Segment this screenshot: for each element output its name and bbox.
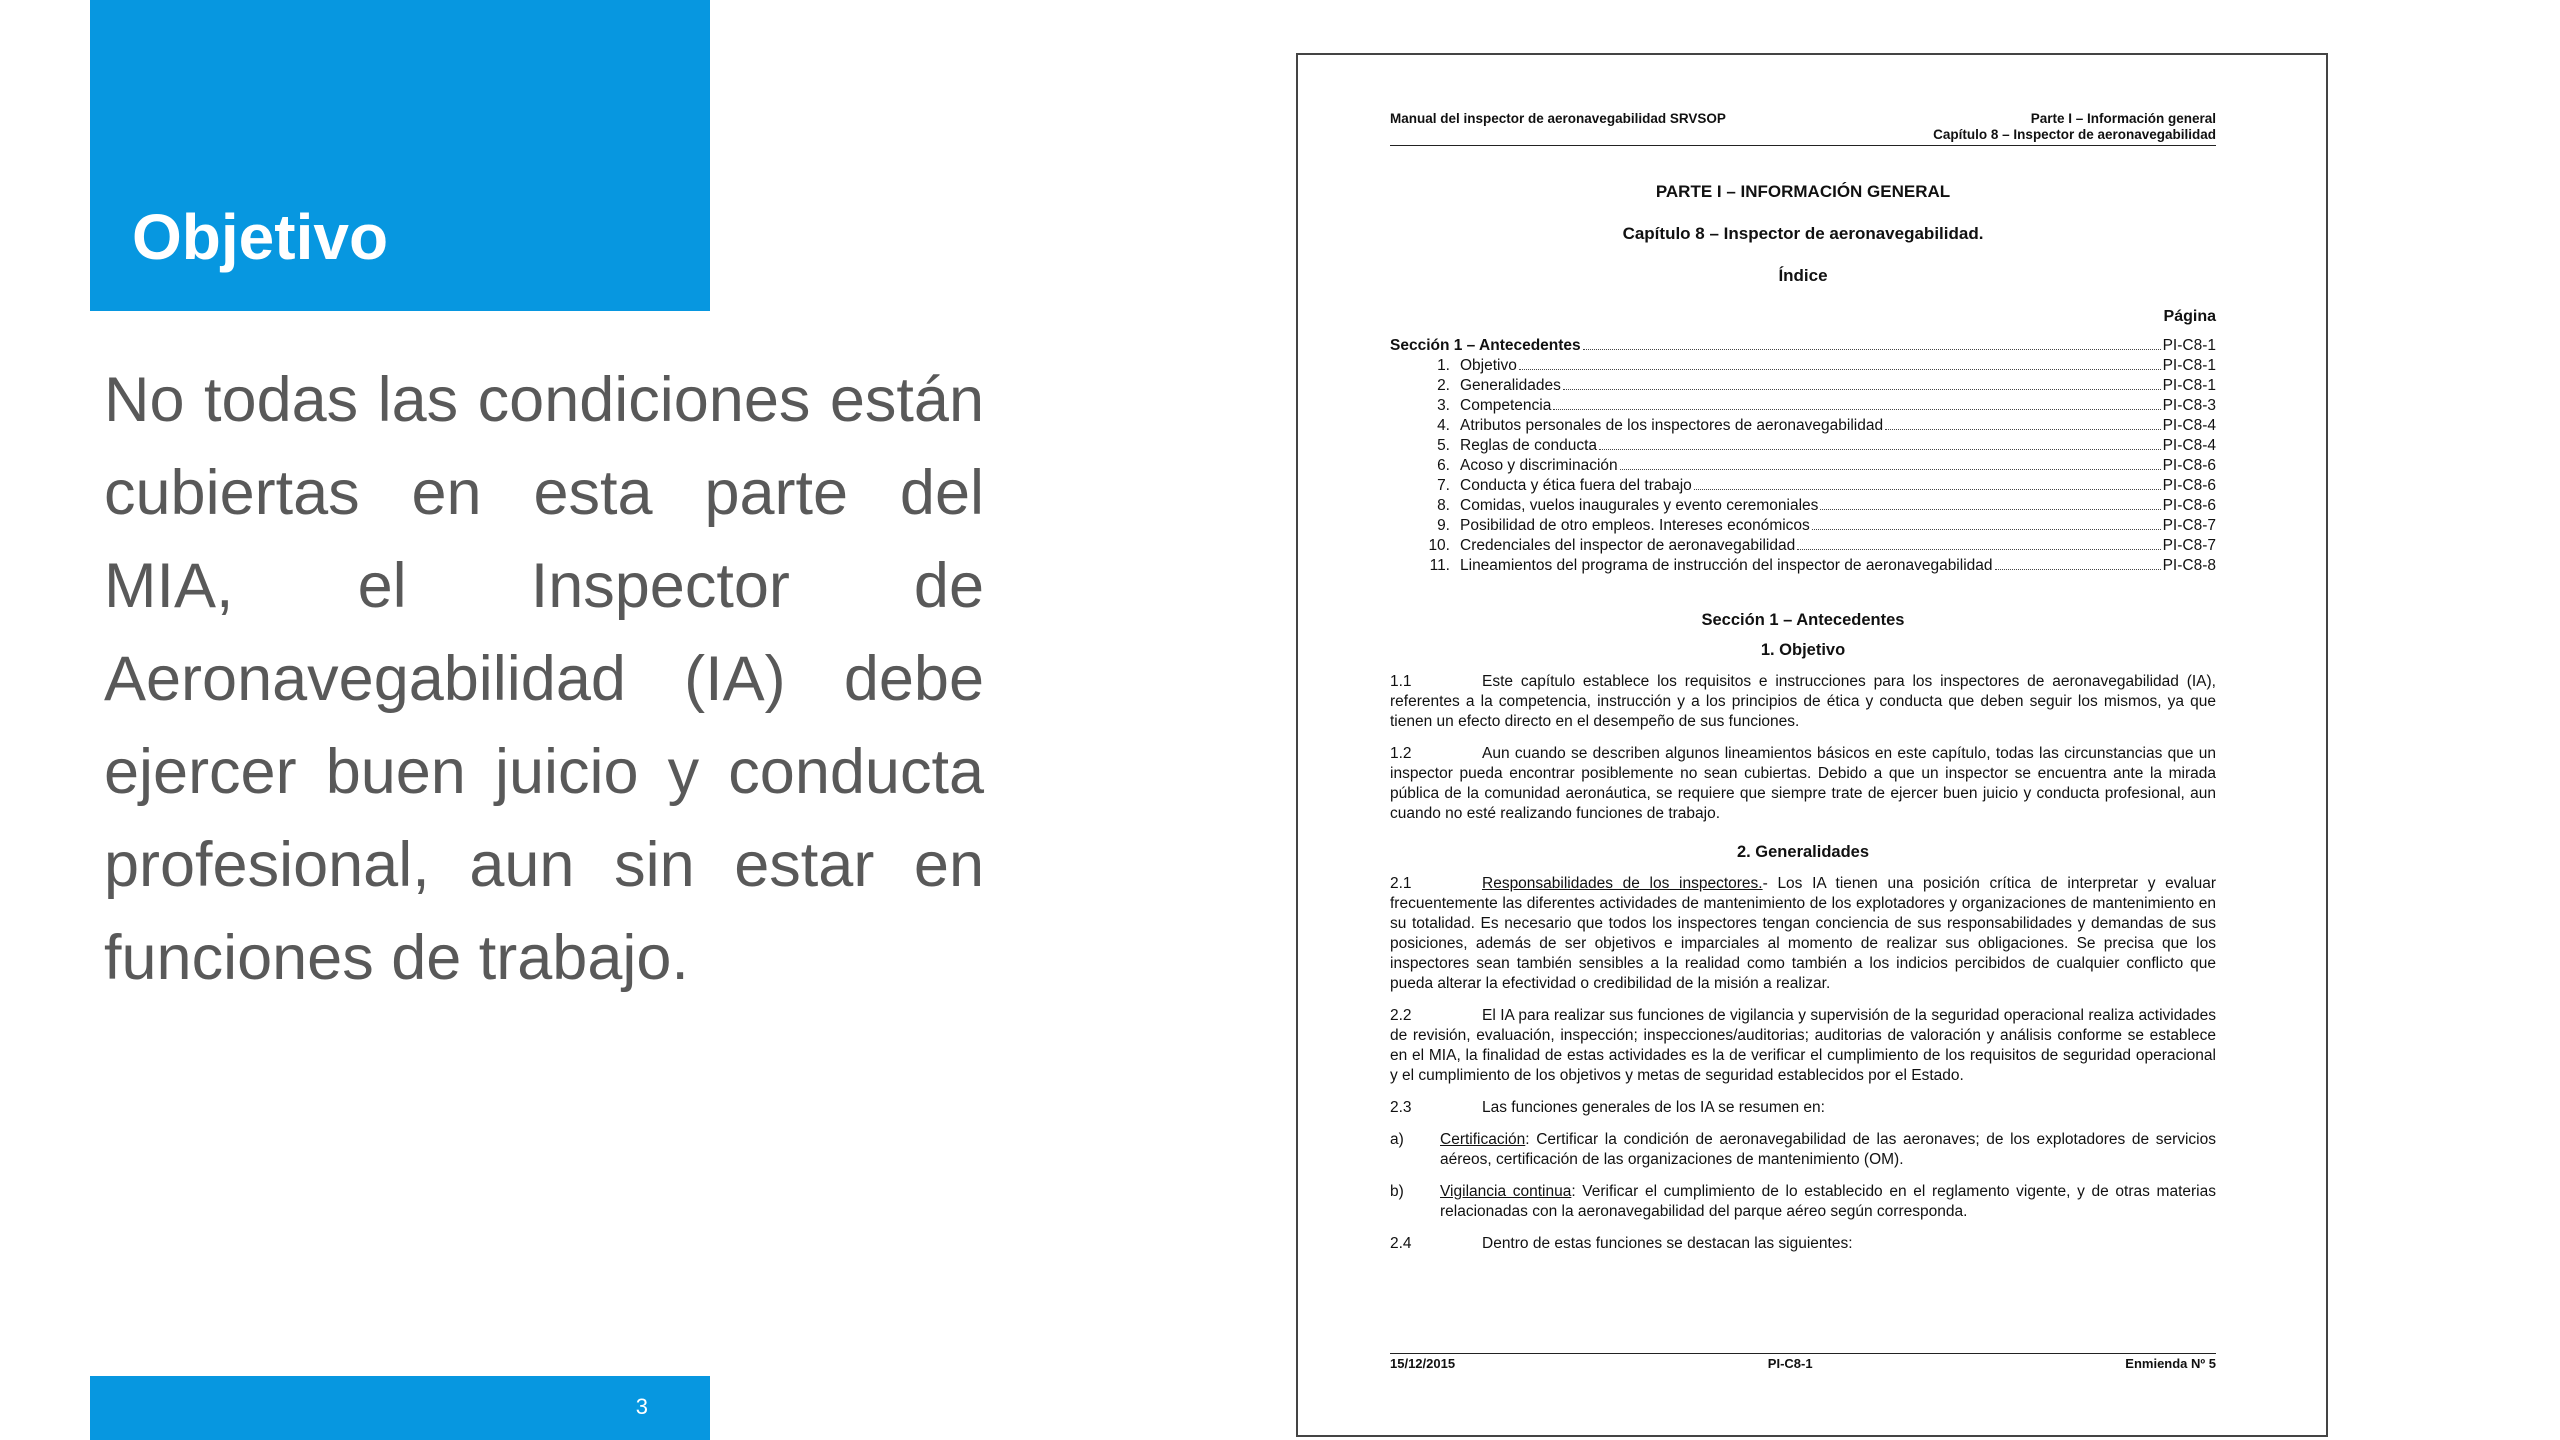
index-title: Índice (1778, 266, 1828, 285)
toc-page: PI-C8-6 (2162, 457, 2216, 474)
list-lead: Vigilancia continua (1440, 1183, 1572, 1200)
toc-page: PI-C8-1 (2162, 357, 2216, 374)
toc-label: Posibilidad de otro empleos. Intereses económicos (1460, 517, 1810, 534)
paragraph-number: 2.2 (1390, 1007, 1412, 1024)
list-lead: Certificación (1440, 1131, 1526, 1148)
document-page (1296, 53, 2328, 1437)
toc-number: 1. (1437, 357, 1450, 374)
toc-row (1390, 456, 2216, 476)
footer-date: 15/12/2015 (1390, 1356, 1456, 1371)
header-right-2: Capítulo 8 – Inspector de aeronavegabilidad (1933, 127, 2216, 142)
paragraph-number: 2.1 (1390, 875, 1412, 892)
toc-number: 5. (1437, 437, 1450, 454)
footer-amendment: Enmienda Nº 5 (2125, 1356, 2216, 1371)
toc-number: 9. (1437, 517, 1450, 534)
paragraph-text: Las funciones generales de los IA se resumen en: (1482, 1099, 1825, 1116)
list-item-b (1390, 1182, 2216, 1222)
toc-page: PI-C8-7 (2162, 517, 2216, 534)
paragraph-text: Dentro de estas funciones se destacan las siguientes: (1482, 1235, 1853, 1252)
title-block (90, 0, 710, 311)
toc-leader-dots (1563, 389, 2161, 390)
paragraph-number: 2.3 (1390, 1099, 1412, 1116)
paragraph-text: Aun cuando se describen algunos lineamientos básicos en este capítulo, todas las circunstancias que un inspector pueda encontrar posiblemente no sean cubiertas. Debido a que un inspector se encuentra ante la mirada pública de la comunidad aeronáutica, se requiere que siempre trate de ejercer buen juicio y conducta profesional, aun cuando no esté realizando funciones de trabajo. (1390, 745, 2216, 822)
slide-body-text: No todas las condiciones están cubiertas en esta parte del MIA, el Inspector de Aeronavegabilidad (IA) debe ejercer buen juicio y conducta profesional, aun sin estar en funciones de trabajo. (104, 365, 984, 993)
paragraph-1-2 (1390, 744, 2216, 824)
toc-label: Credenciales del inspector de aeronavegabilidad (1460, 537, 1796, 554)
part-title: PARTE I – INFORMACIÓN GENERAL (1655, 182, 1951, 201)
header-right-1: Parte I – Información general (2030, 111, 2216, 126)
footer-rule (1390, 1353, 2216, 1354)
toc-leader-dots (1995, 569, 2161, 570)
list-text: : Certificar la condición de aeronavegabilidad de las aeronaves; de los explotadores de servicios aéreos, certificación de las organizaciones de mantenimiento (OM). (1440, 1131, 2216, 1168)
toc-label: Atributos personales de los inspectores de aeronavegabilidad (1460, 417, 1884, 434)
subsection-2-title: 2. Generalidades (1736, 843, 1870, 861)
toc-leader-dots (1812, 529, 2161, 530)
toc-number: 7. (1437, 477, 1450, 494)
toc-number: 8. (1437, 497, 1450, 514)
footer-page: PI-C8-1 (1767, 1356, 1813, 1371)
toc-label: Sección 1 – Antecedentes (1390, 337, 1581, 354)
paragraph-2-3 (1390, 1098, 2216, 1118)
toc-row (1390, 496, 2216, 516)
toc-page: PI-C8-4 (2162, 417, 2216, 434)
toc-page: PI-C8-1 (2162, 337, 2216, 354)
toc-row (1390, 416, 2216, 436)
toc-row (1390, 556, 2216, 576)
toc-row (1390, 396, 2216, 416)
toc-row (1390, 336, 2216, 356)
list-item-a (1390, 1130, 2216, 1170)
toc-page: PI-C8-4 (2162, 437, 2216, 454)
toc-label: Generalidades (1460, 377, 1561, 394)
toc-leader-dots (1797, 549, 2160, 550)
toc-number: 3. (1437, 397, 1450, 414)
toc-number: 6. (1437, 457, 1450, 474)
toc-label: Comidas, vuelos inaugurales y evento ceremoniales (1460, 497, 1819, 514)
section-1-title: Sección 1 – Antecedentes (1701, 611, 1905, 629)
slide-page-number: 3 (635, 1394, 648, 1419)
paragraph-number: 2.4 (1390, 1235, 1412, 1252)
paragraph-2-1 (1390, 874, 2216, 994)
toc-leader-dots (1694, 489, 2161, 490)
list-label: b) (1390, 1183, 1404, 1200)
toc-number: 4. (1437, 417, 1450, 434)
toc-page: PI-C8-6 (2162, 477, 2216, 494)
document-content (1390, 111, 2216, 1254)
toc-label: Acoso y discriminación (1460, 457, 1618, 474)
document-footer (1390, 1351, 2216, 1371)
toc-label: Lineamientos del programa de instrucción del inspector de aeronavegabilidad (1460, 557, 1993, 574)
paragraph-text: El IA para realizar sus funciones de vigilancia y supervisión de la seguridad operacional realiza actividades de revisión, evaluación, inspección; inspecciones/auditorias; auditorias de valoración y análisis conforme se establece en el MIA, la finalidad de estas actividades es la de verificar el cumplimiento de los requisitos de seguridad operacional y el cumplimiento de los objetivos y metas de seguridad establecidos por el Estado. (1390, 1007, 2216, 1084)
paragraph-lead: Responsabilidades de los inspectores. (1482, 875, 1763, 892)
toc-leader-dots (1599, 449, 2161, 450)
document-header (1390, 111, 2216, 143)
list-text: : Verificar el cumplimiento de lo establecido en el reglamento vigente, y de otras materias relacionadas con la aeronavegabilidad del parque aéreo según corresponda. (1440, 1183, 2216, 1220)
paragraph-text: - Los IA tienen una posición crítica de interpretar y evaluar frecuentemente las diferentes actividades de mantenimiento de los explotadores y organizaciones de mantenimiento en su totalidad. Es necesario que todos los inspectores tengan conciencia de sus responsabilidades y demandas de sus posiciones, además de ser objetivos e imparciales al momento de realizar sus obligaciones. Se precisa que los inspectores sean también sensibles a la realidad como también a los indicios percibidos de cualquier conflicto que pueda alterar la efectividad o credibilidad de la misión a realizar. (1390, 875, 2216, 992)
toc-row (1390, 436, 2216, 456)
toc-label: Competencia (1460, 397, 1552, 414)
toc-leader-dots (1583, 349, 2161, 350)
toc-page: PI-C8-7 (2162, 537, 2216, 554)
slide-title: Objetivo (132, 201, 389, 273)
toc-row (1390, 356, 2216, 376)
paragraph-number: 1.1 (1390, 673, 1412, 690)
toc-row (1390, 376, 2216, 396)
chapter-title: Capítulo 8 – Inspector de aeronavegabilidad. (1622, 224, 1984, 243)
toc-leader-dots (1820, 509, 2160, 510)
toc-leader-dots (1519, 369, 2161, 370)
toc-number: 10. (1428, 537, 1450, 554)
paragraph-2-2 (1390, 1006, 2216, 1086)
toc-row (1390, 516, 2216, 536)
toc-label: Conducta y ética fuera del trabajo (1460, 477, 1692, 494)
table-of-contents (1390, 336, 2216, 576)
paragraph-1-1 (1390, 672, 2216, 732)
toc-leader-dots (1885, 429, 2161, 430)
list-label: a) (1390, 1131, 1404, 1148)
toc-page: PI-C8-8 (2162, 557, 2216, 574)
subsection-1-title: 1. Objetivo (1760, 641, 1846, 659)
toc-label: Reglas de conducta (1460, 437, 1598, 454)
page-column-label: Página (2163, 308, 2216, 325)
toc-row (1390, 536, 2216, 556)
toc-page: PI-C8-3 (2162, 397, 2216, 414)
toc-leader-dots (1553, 409, 2160, 410)
toc-number: 11. (1429, 557, 1450, 574)
paragraph-2-4 (1390, 1234, 2216, 1254)
toc-page: PI-C8-6 (2162, 497, 2216, 514)
footer-block (90, 1376, 710, 1440)
paragraph-number: 1.2 (1390, 745, 1412, 762)
toc-page: PI-C8-1 (2162, 377, 2216, 394)
toc-leader-dots (1620, 469, 2161, 470)
toc-label: Objetivo (1460, 357, 1517, 374)
toc-row (1390, 476, 2216, 496)
header-left: Manual del inspector de aeronavegabilidad SRVSOP (1390, 111, 1726, 126)
header-rule (1390, 145, 2216, 146)
paragraph-text: Este capítulo establece los requisitos e instrucciones para los inspectores de aeronavegabilidad (IA), referentes a la competencia, instrucción y a los principios de ética y conducta que deben seguir los mismos, ya que tienen un efecto directo en el desempeño de sus funciones. (1390, 673, 2216, 730)
toc-number: 2. (1437, 377, 1450, 394)
